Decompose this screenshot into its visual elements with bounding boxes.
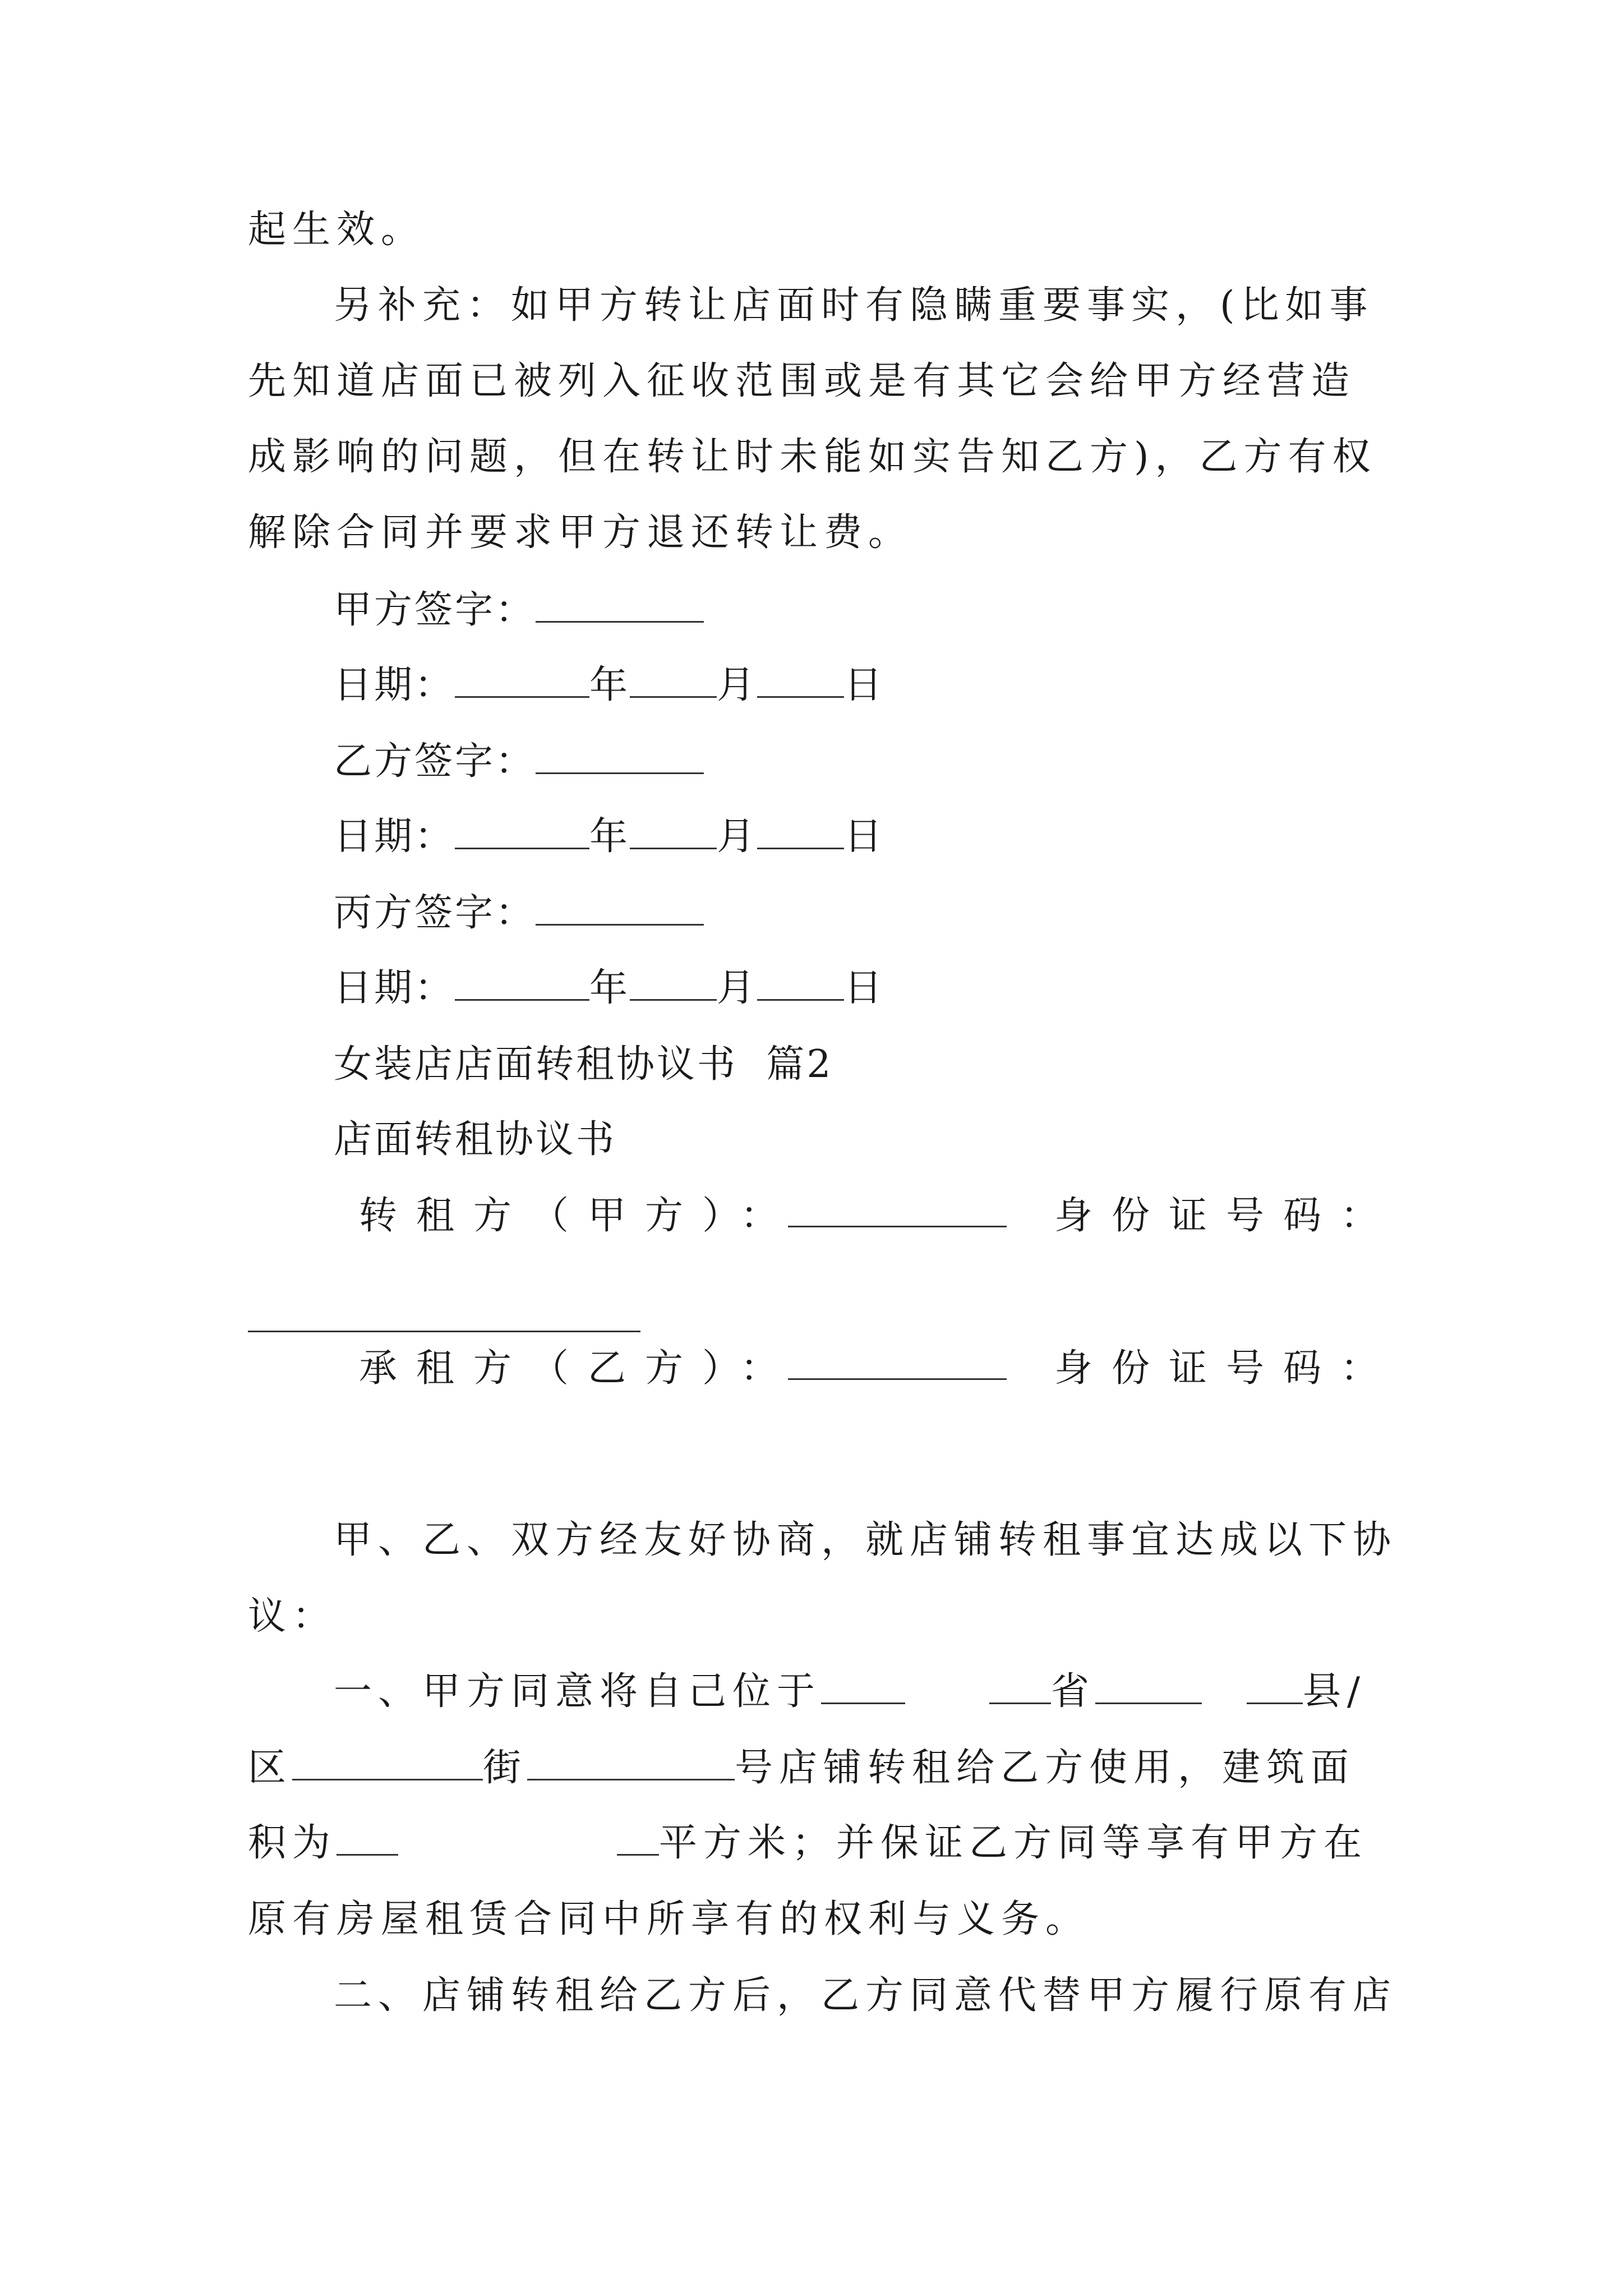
year-field[interactable]	[455, 815, 589, 849]
party-a-signature-label: 甲方签字：	[334, 588, 536, 632]
county-field[interactable]	[1247, 1670, 1303, 1704]
clause-1-line-3	[248, 1821, 1368, 1866]
month-field[interactable]	[630, 815, 717, 849]
street-label: 街	[483, 1746, 528, 1790]
day-label: 日	[844, 966, 885, 1010]
province-label: 省	[1051, 1669, 1096, 1714]
paragraph-line: 二、店铺转租给乙方后，乙方同意代替甲方履行原有店	[334, 1973, 1398, 2018]
location-field[interactable]	[821, 1670, 905, 1704]
year-label: 年	[589, 966, 630, 1010]
month-label: 月	[717, 966, 758, 1010]
day-field[interactable]	[757, 967, 844, 1001]
clause-1-line-2	[248, 1746, 1355, 1791]
party-c-signature-label: 丙方签字：	[334, 891, 536, 935]
county-label: 县/	[1303, 1669, 1366, 1714]
year-label: 年	[589, 815, 630, 859]
area-unit-text: 平方米；并保证乙方同等享有甲方在	[659, 1821, 1368, 1865]
party-a-signature-field[interactable]	[536, 588, 704, 623]
clause-1-line-1	[334, 1669, 1366, 1714]
party-a-signature-line	[334, 588, 704, 633]
area-label: 积为	[248, 1821, 337, 1865]
sublessor-label: 转租方（甲方）：	[359, 1194, 798, 1238]
paragraph-line: 起生效。	[248, 208, 426, 252]
sublessor-id-label: 身份证号码：	[1054, 1194, 1398, 1238]
area-field[interactable]	[336, 1821, 398, 1856]
party-c-signature-line	[334, 891, 704, 936]
sublessor-name-field[interactable]	[788, 1226, 1007, 1227]
party-c-date-line	[334, 966, 884, 1011]
party-b-date-line	[334, 815, 884, 859]
district-label: 区	[248, 1746, 293, 1790]
province-field[interactable]	[1095, 1670, 1202, 1704]
paragraph-line: 解除合同并要求甲方退还转让费。	[248, 510, 913, 555]
paragraph-line: 原有房屋租赁合同中所享有的权利与义务。	[248, 1897, 1090, 1941]
sublessor-id-field[interactable]	[248, 1331, 640, 1332]
party-a-date-line	[334, 663, 884, 708]
month-field[interactable]	[630, 664, 717, 698]
area-field-2[interactable]	[617, 1821, 659, 1856]
agreement-title: 店面转租协议书	[334, 1117, 617, 1162]
year-field[interactable]	[455, 664, 589, 698]
paragraph-line: 甲、乙、双方经友好协商，就店铺转租事宜达成以下协	[334, 1518, 1398, 1562]
day-field[interactable]	[757, 815, 844, 849]
date-label: 日期：	[334, 663, 455, 707]
paragraph-line: 先知道店面已被列入征收范围或是有其它会给甲方经营造	[248, 359, 1356, 403]
party-b-signature-label: 乙方签字：	[334, 739, 536, 784]
day-field[interactable]	[757, 664, 844, 698]
sublessee-id-label: 身份证号码：	[1054, 1346, 1398, 1391]
paragraph-line: 另补充：如甲方转让店面时有隐瞒重要事实，(比如事	[334, 283, 1374, 328]
paragraph-line: 议：	[248, 1594, 337, 1639]
party-b-signature-field[interactable]	[536, 740, 704, 774]
shop-number-text: 号店铺转租给乙方使用，建筑面	[735, 1746, 1355, 1790]
section-heading: 女装店店面转租协议书 篇2	[334, 1042, 833, 1087]
date-label: 日期：	[334, 815, 455, 859]
sublessee-name-field[interactable]	[788, 1378, 1007, 1380]
date-label: 日期：	[334, 966, 455, 1010]
month-label: 月	[717, 663, 758, 707]
party-c-signature-field[interactable]	[536, 891, 704, 926]
day-label: 日	[844, 815, 885, 859]
clause-1-text: 一、甲方同意将自己位于	[334, 1669, 822, 1714]
party-b-signature-line	[334, 739, 704, 784]
month-field[interactable]	[630, 967, 717, 1001]
district-field[interactable]	[292, 1746, 483, 1780]
day-label: 日	[844, 663, 885, 707]
street-field[interactable]	[527, 1746, 735, 1780]
year-label: 年	[589, 663, 630, 707]
month-label: 月	[717, 815, 758, 859]
sublessee-label: 承租方（乙方）：	[359, 1346, 798, 1391]
paragraph-line: 成影响的问题，但在转让时未能如实告知乙方)，乙方有权	[248, 435, 1377, 479]
year-field[interactable]	[455, 967, 589, 1001]
location-field-2[interactable]	[989, 1670, 1051, 1704]
